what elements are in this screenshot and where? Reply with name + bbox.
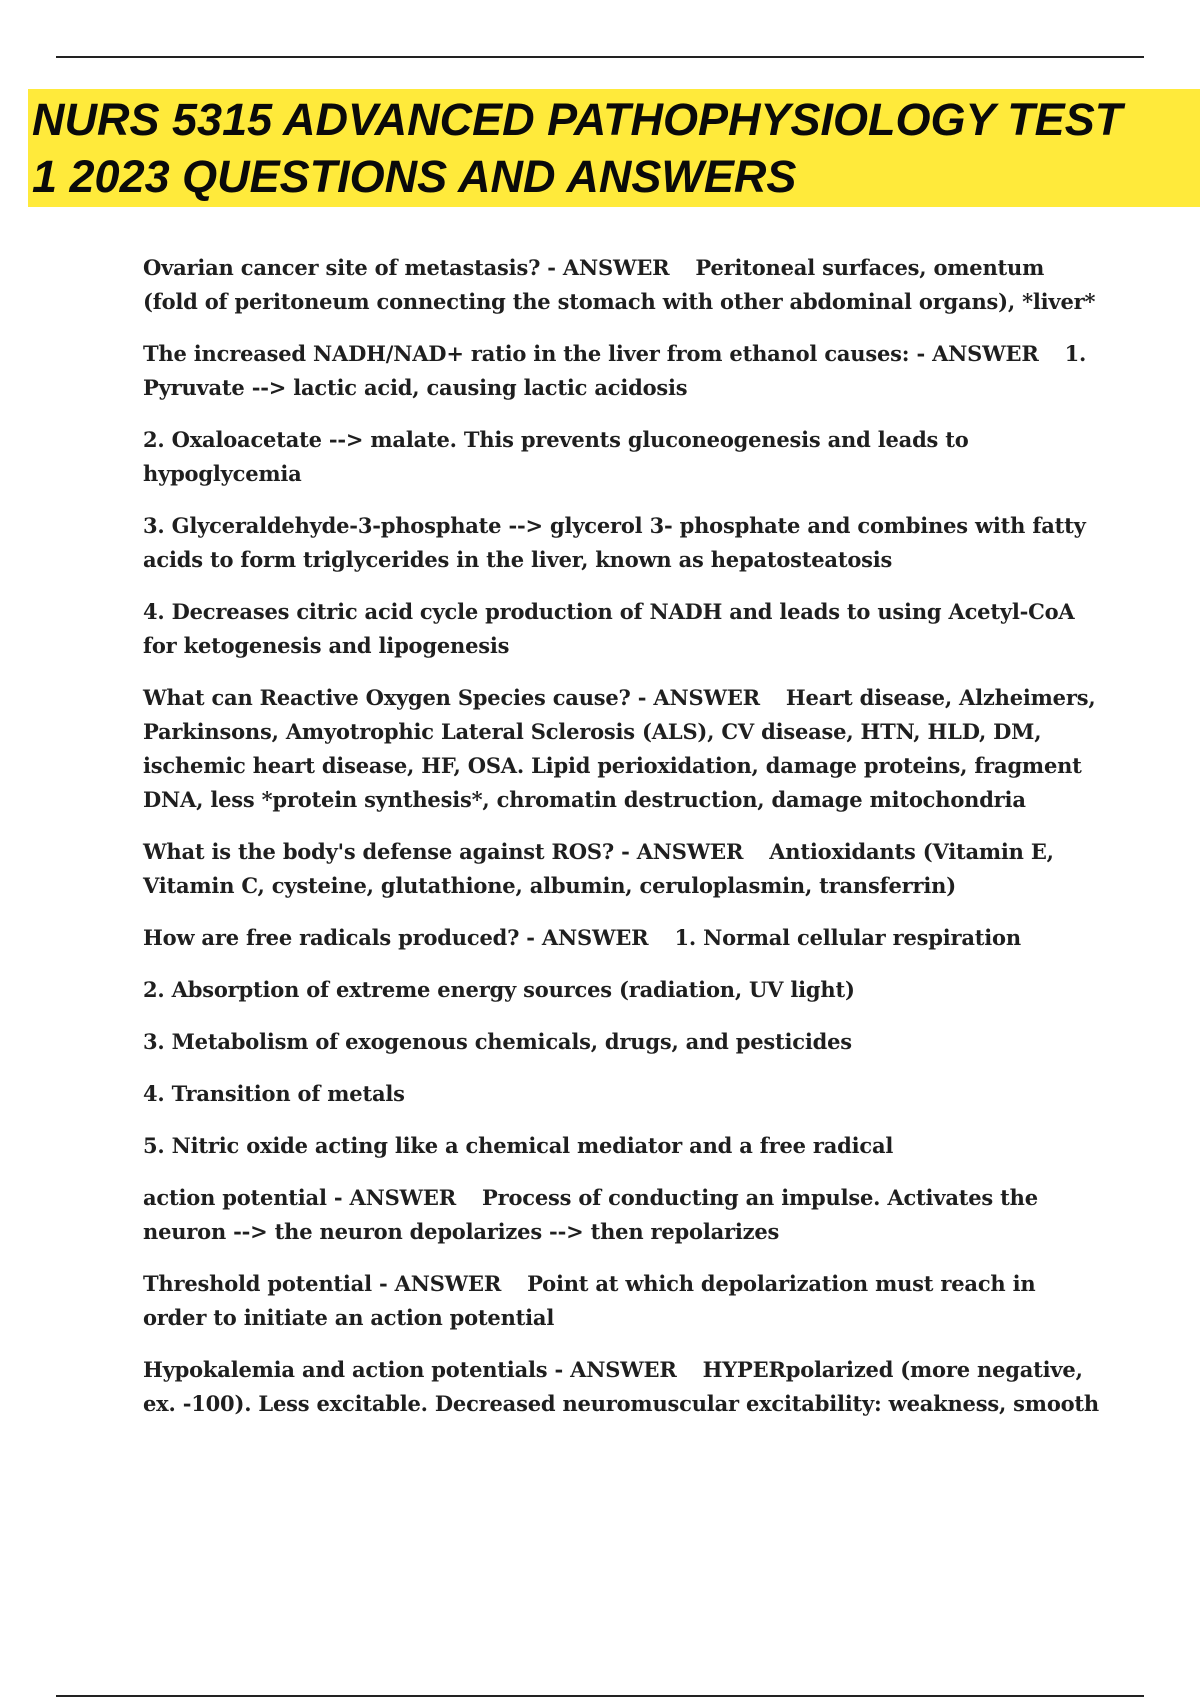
answer-text: 3. Metabolism of exogenous chemicals, drugs, and pesticides bbox=[143, 1029, 852, 1054]
question-text: action potential - ANSWER bbox=[143, 1185, 456, 1210]
answer-continuation bbox=[143, 509, 1103, 577]
qa-paragraph bbox=[143, 337, 1103, 405]
question-text: Threshold potential - ANSWER bbox=[143, 1271, 502, 1296]
title-line-1: NURS 5315 ADVANCED PATHOPHYSIOLOGY TEST bbox=[32, 94, 1123, 145]
answer-text: Process of conducting an impulse. Activates the neuron --> the neuron depolarizes --> then repolarizes bbox=[143, 1185, 1038, 1244]
answer-continuation bbox=[143, 1077, 1103, 1111]
answer-text: HYPERpolarized (more negative, ex. -100). Less excitable. Decreased neuromuscular excitability: weakness, smooth bbox=[143, 1357, 1100, 1416]
answer-text: 3. Glyceraldehyde-3-phosphate --> glycerol 3- phosphate and combines with fatty acids to form triglycerides in the liver, known as hepatosteatosis bbox=[143, 513, 1086, 572]
answer-text: Point at which depolarization must reach in order to initiate an action potential bbox=[143, 1271, 1036, 1330]
question-text: Ovarian cancer site of metastasis? - ANSWER bbox=[143, 255, 670, 280]
qa-paragraph bbox=[143, 681, 1103, 817]
qa-paragraph bbox=[143, 835, 1103, 903]
title-banner bbox=[28, 89, 1200, 207]
title-line-2: 1 2023 QUESTIONS AND ANSWERS bbox=[32, 151, 797, 202]
qa-paragraph bbox=[143, 1267, 1103, 1335]
bottom-rule bbox=[56, 1695, 1144, 1697]
question-text: The increased NADH/NAD+ ratio in the liver from ethanol causes: - ANSWER bbox=[143, 341, 1039, 366]
question-text: What can Reactive Oxygen Species cause? - ANSWER bbox=[143, 685, 760, 710]
answer-text: 4. Transition of metals bbox=[143, 1081, 405, 1106]
answer-text: 2. Absorption of extreme energy sources (radiation, UV light) bbox=[143, 977, 855, 1002]
answer-text: 5. Nitric oxide acting like a chemical mediator and a free radical bbox=[143, 1133, 894, 1158]
answer-text: Peritoneal surfaces, omentum (fold of peritoneum connecting the stomach with other abdominal organs), *liver* bbox=[143, 255, 1096, 314]
question-text: What is the body's defense against ROS? - ANSWER bbox=[143, 839, 744, 864]
answer-continuation bbox=[143, 1025, 1103, 1059]
qa-paragraph bbox=[143, 1353, 1103, 1421]
answer-continuation bbox=[143, 595, 1103, 663]
qa-content bbox=[143, 251, 1103, 1421]
answer-text: Antioxidants (Vitamin E, Vitamin C, cysteine, glutathione, albumin, ceruloplasmin, transferrin) bbox=[143, 839, 1054, 898]
answer-text: 1. Normal cellular respiration bbox=[674, 925, 1021, 950]
answer-text: 1. Pyruvate --> lactic acid, causing lactic acidosis bbox=[143, 341, 1087, 400]
question-text: How are free radicals produced? - ANSWER bbox=[143, 925, 649, 950]
qa-paragraph bbox=[143, 921, 1103, 955]
document-title bbox=[32, 91, 1200, 205]
qa-paragraph bbox=[143, 1181, 1103, 1249]
top-rule bbox=[56, 56, 1144, 58]
answer-text: 2. Oxaloacetate --> malate. This prevents gluconeogenesis and leads to hypoglycemia bbox=[143, 427, 969, 486]
question-text: Hypokalemia and action potentials - ANSWER bbox=[143, 1357, 677, 1382]
answer-continuation bbox=[143, 423, 1103, 491]
qa-paragraph bbox=[143, 251, 1103, 319]
answer-text: Heart disease, Alzheimers, Parkinsons, Amyotrophic Lateral Sclerosis (ALS), CV disease, HTN, HLD, DM, ischemic heart disease, HF, OSA. Lipid perioxidation, damage proteins, fragment DNA, less *protein synthesis*, chromatin destruction, damage mitochondria bbox=[143, 685, 1096, 812]
answer-continuation bbox=[143, 973, 1103, 1007]
answer-text: 4. Decreases citric acid cycle production of NADH and leads to using Acetyl-CoA for ketogenesis and lipogenesis bbox=[143, 599, 1075, 658]
answer-continuation bbox=[143, 1129, 1103, 1163]
